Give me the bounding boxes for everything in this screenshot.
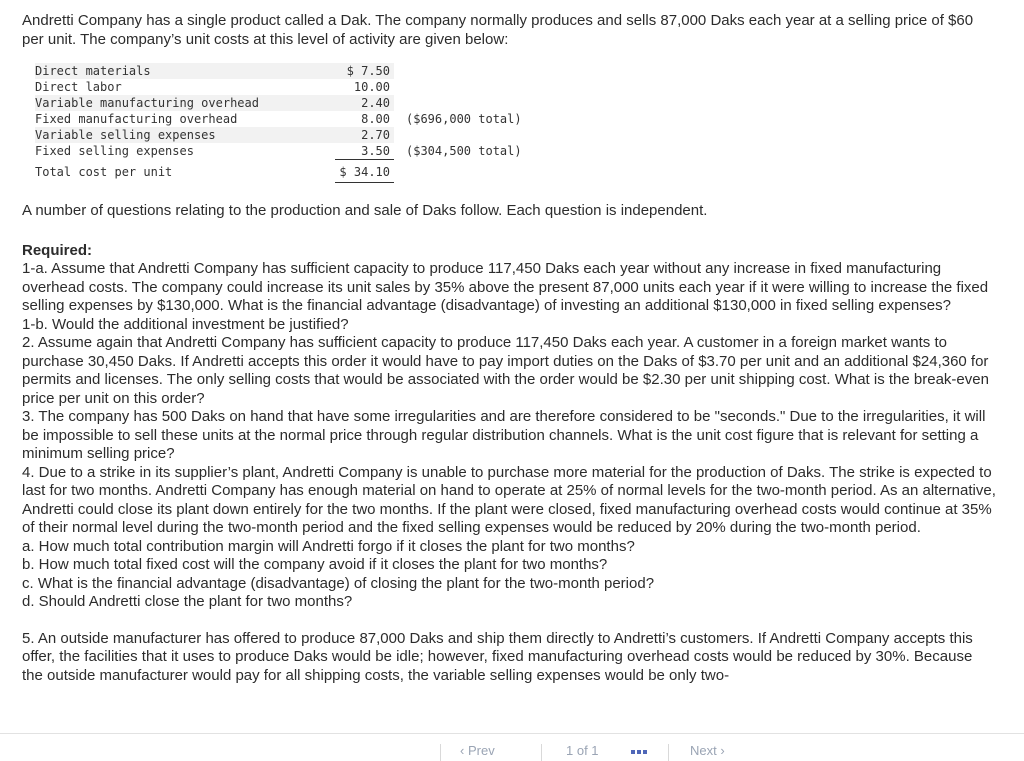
cost-amount: 2.70 (335, 127, 394, 143)
chevron-left-icon: ‹ (460, 743, 465, 758)
cost-label: Fixed selling expenses (35, 144, 194, 159)
question-4c: c. What is the financial advantage (disadvantage) of closing the plant for the two-month period? (22, 574, 655, 592)
total-amount: $ 34.10 (335, 160, 394, 183)
cost-amount: 2.40 (335, 95, 394, 111)
cost-amount: 3.50 (335, 143, 394, 160)
required-heading: Required: (22, 241, 93, 259)
question-1a: 1-a. Assume that Andretti Company has sufficient capacity to produce 117,450 Daks each year without any increase in fixed manufacturing overhead costs. The company could increase its unit sales by 35% above the present 87,000 units each year if it were willing to increase the fixed selling expenses by $130,000. What is the financial advantage (disadvantage) of investing an additional $130,000 in fixed selling expenses? (22, 260, 989, 314)
cost-label: Variable manufacturing overhead (35, 95, 335, 111)
grid-icon[interactable] (631, 750, 649, 754)
prev-label: Prev (467, 743, 495, 758)
next-label: Next (690, 743, 717, 758)
question-1b: 1-b. Would the additional investment be justified? (22, 315, 349, 333)
intro-paragraph: Andretti Company has a single product called a Dak. The company normally produces and sells 87,000 Daks each year at a selling price of $60 per unit. The company’s unit costs at this level of activity are given below: (22, 12, 974, 48)
question-2: 2. Assume again that Andretti Company has sufficient capacity to produce 117,450 Daks each year. A customer in a foreign market wants to purchase 30,450 Daks. If Andretti accepts this order it would have to pay import duties on the Daks of $3.70 per unit and an additional $24,360 for permits and licenses. The only selling costs that would be associated with the order would be $2.30 per unit shipping cost. What is the break-even price per unit on this order? (22, 334, 989, 407)
question-3: 3. The company has 500 Daks on hand that have some irregularities and are therefore considered to be "seconds." Due to the irregularities, it will be impossible to sell these units at the normal price through regular distribution channels. What is the unit cost figure that is relevant for setting a minimum selling price? (22, 408, 986, 462)
problem-content (22, 12, 997, 685)
table-row (35, 111, 522, 127)
next-button[interactable] (690, 743, 725, 761)
cost-label: Direct labor (35, 80, 122, 94)
prev-button[interactable] (460, 743, 495, 761)
cost-note (394, 79, 522, 95)
table-row (35, 143, 522, 160)
independence-note: A number of questions relating to the production and sale of Daks follow. Each question is independent. (22, 202, 708, 219)
nav-divider (440, 744, 441, 761)
nav-divider (541, 744, 542, 761)
spacer (22, 612, 997, 630)
cost-note (394, 95, 522, 111)
page-indicator: 1 of 1 (566, 743, 599, 758)
nav-divider (668, 744, 669, 761)
question-4a: a. How much total contribution margin will Andretti forgo if it closes the plant for two months? (22, 537, 635, 555)
question-4b: b. How much total fixed cost will the company avoid if it closes the plant for two months? (22, 556, 608, 573)
question-4d: d. Should Andretti close the plant for two months? (22, 593, 353, 610)
table-row (35, 95, 522, 111)
cost-note (394, 127, 522, 143)
cost-label: Variable selling expenses (35, 127, 335, 143)
cost-note: ($696,000 total) (406, 112, 522, 126)
cost-amount: 10.00 (353, 80, 390, 94)
table-row (35, 79, 522, 95)
cost-amount: 8.00 (361, 112, 390, 126)
question-5: 5. An outside manufacturer has offered to produce 87,000 Daks and ship them directly to Andretti’s customers. If Andretti Company accepts this offer, the facilities that it uses to produce Daks would be idle; however, fixed manufacturing overhead costs would be reduced by 30%. Because the outside manufacturer would pay for all shipping costs, the variable selling expenses would be only two- (22, 629, 973, 684)
unit-cost-table (35, 63, 522, 183)
cost-note (394, 63, 522, 79)
cost-label: Direct materials (35, 63, 335, 79)
cost-note: ($304,500 total) (406, 144, 522, 159)
table-total-row (35, 160, 522, 183)
chevron-right-icon: › (720, 743, 725, 758)
table-row (35, 127, 522, 143)
question-4: 4. Due to a strike in its supplier’s plant, Andretti Company is unable to purchase more material for the production of Daks. The strike is expected to last for two months. Andretti Company has enough material on hand to operate at 25% of normal levels for the two-month period. As an alternative, Andretti could close its plant down entirely for the two months. If the plant were closed, fixed manufacturing overhead costs would continue at 35% of their normal level during the two-month period and the fixed selling expenses would be reduced by 20% during the two-month period. (22, 463, 996, 536)
cost-amount: $ 7.50 (335, 63, 394, 79)
total-label: Total cost per unit (35, 165, 173, 179)
cost-label: Fixed manufacturing overhead (35, 112, 238, 126)
table-row (35, 63, 522, 79)
question-navigation-bar (0, 733, 1024, 761)
